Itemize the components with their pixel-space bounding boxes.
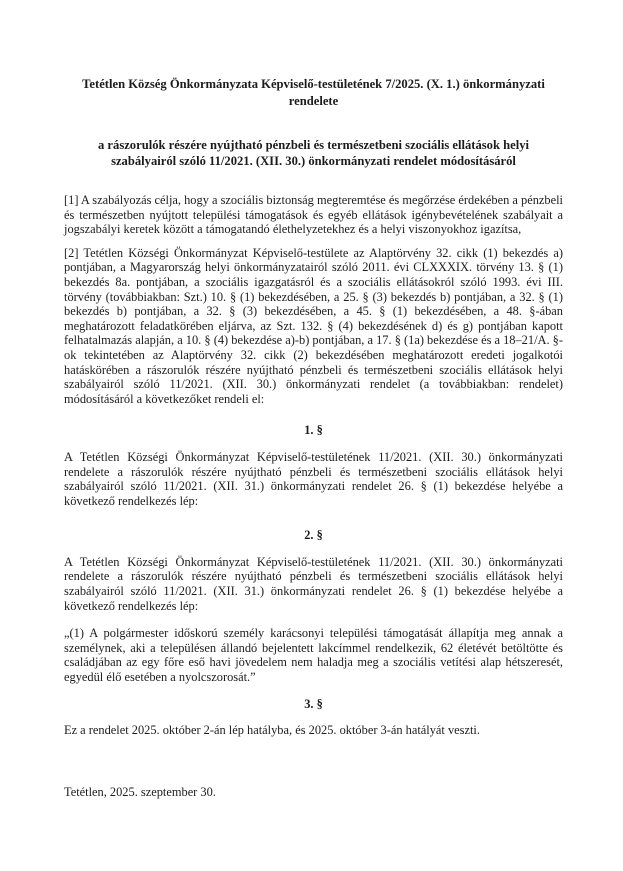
section-1-heading: 1. § (304, 423, 323, 438)
closing-date-line: Tetétlen, 2025. szeptember 30. (64, 784, 216, 799)
section-1-body: A Tetétlen Községi Önkormányzat Képviselő-testületének 11/2021. (XII. 30.) önkormányzati rendelete a rászorulók részére nyújtható pénzbeli és természetbeni szociális ellátások helyi szabályairól szóló 11/2021. (XII. 31.) önkormányzati rendelet 26. § (1) bekezdése helyébe a következő rendelkezés lép: (64, 449, 563, 508)
section-2-heading: 2. § (304, 528, 323, 543)
preamble-paragraph-2: [2] Tetétlen Községi Önkormányzat Képviselő-testülete az Alaptörvény 32. cikk (1) bekezdés a) pontjában, a Magyarország helyi önkormányzatairól szóló 2011. évi CLXXXIX. törvény 13. § (1) bekezdés 8a. pontjában, a szociális igazgatásról és a szociális ellátásokról szóló 1993. évi III. törvény (továbbiakban: Szt.) 10. § (1) bekezdésében, a 25. § (3) bekezdés b) pontjában, a 32. § (1) bekezdés b) pontjában, a 32. § (3) bekezdésében, a 45. § (1) bekezdésében, a 48. §-ában meghatározott feladatkörében eljárva, az Szt. 132. § (4) bekezdésének d) és g) pontjában kapott felhatalmazás alapján, a 10. § (4) bekezdése a)-b) pontjában, a 17. § (1a) bekezdése és a 18–21/A. §-ok tekintetében az Alaptörvény 32. cikk (2) bekezdésében meghatározott eredeti jogalkotói hatáskörében a rászorulók részére nyújtható pénzbeli és természetbeni szociális ellátások helyi szabályairól szóló 11/2021. (XII. 30.) önkormányzati rendelet (a továbbiakban: rendelet) módosításáról a következőket rendeli el: (64, 245, 563, 406)
preamble-paragraph-1: [1] A szabályozás célja, hogy a szociális biztonság megteremtése és megőrzése érdekében a pénzbeli és természetben nyújtott települési támogatások és egyéb ellátások igénybevételének szabályait a jogszabályi keretek között a támogatandó élethelyzetekhez és a helyi viszonyokhoz igazítsa, (64, 193, 563, 237)
document-subtitle: a rászorulók részére nyújtható pénzbeli és természetbeni szociális ellátások helyi szabályairól szóló 11/2021. (XII. 30.) önkormányzati rendelet módosításáról (97, 138, 530, 168)
section-3-body: Ez a rendelet 2025. október 2-án lép hatályba, és 2025. október 3-án hatályát veszti. (64, 723, 480, 738)
section-2-quoted-provision: „(1) A polgármester időskorú személy karácsonyi települési támogatását állapítja meg annak a személynek, aki a településen állandó bejelentett lakcímmel rendelkezik, 62 életévét betöltötte és családjában az egy főre eső havi jövedelem nem haladja meg a szociális vetítési alap hétszeresét, egyedül élő esetében a nyolcszorosát.” (64, 626, 563, 685)
section-3-heading: 3. § (304, 696, 323, 711)
section-2-body: A Tetétlen Községi Önkormányzat Képviselő-testületének 11/2021. (XII. 30.) önkormányzati rendelete a rászorulók részére nyújtható pénzbeli és természetbeni szociális ellátások helyi szabályairól szóló 11/2021. (XII. 31.) önkormányzati rendelet 26. § (1) bekezdése helyébe a következő rendelkezés lép: (64, 554, 563, 613)
document-title: Tetétlen Község Önkormányzata Képviselő-testületének 7/2025. (X. 1.) önkormányzati rendelete (82, 77, 545, 108)
